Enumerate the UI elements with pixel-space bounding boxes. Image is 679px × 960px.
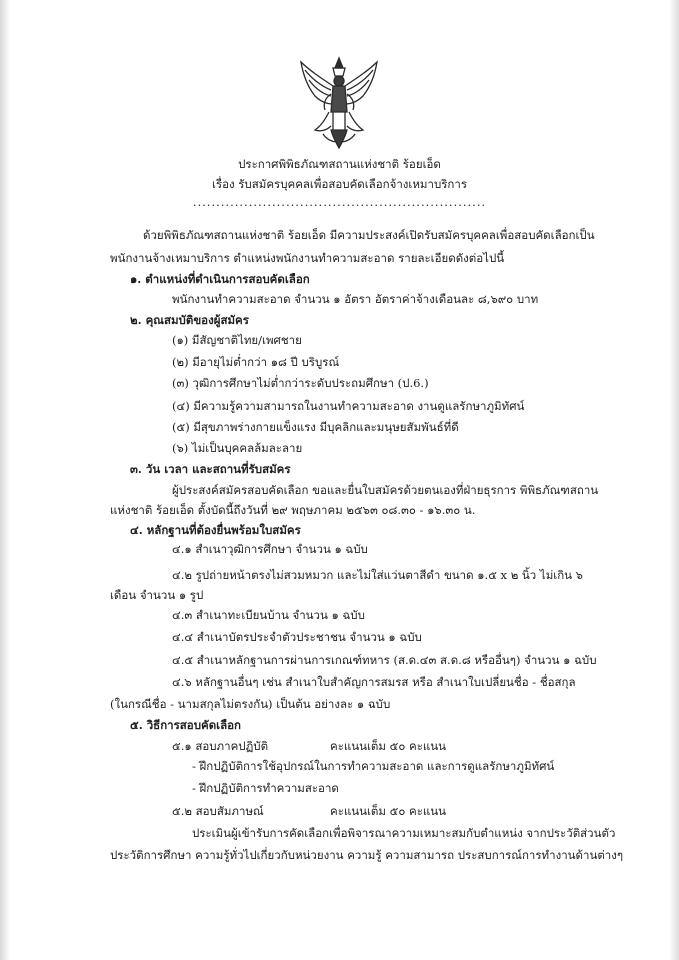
interview-line-2: ประวัติการศึกษา ความรู้ทั่วไปเกี่ยวกับหน่วยงาน ความรู้ ความสามารถ ประสบการณ์การทำงานด้านต่างๆ	[110, 848, 624, 862]
practical-exam-bullet: - ฝึกปฏิบัติการใช้อุปกรณ์ในการทำความสะอาด และการดูแลรักษาภูมิทัศน์	[192, 759, 555, 773]
section-1-heading: ๑. ตำแหน่งที่ดำเนินการสอบคัดเลือก	[130, 272, 310, 286]
announcement-subject: เรื่อง รับสมัครบุคคลเพื่อสอบคัดเลือกจ้างเหมาบริการ	[211, 177, 468, 191]
document-item-4-6: ๔.๖ หลักฐานอื่นๆ เช่น สำเนาใบสำคัญการสมรส หรือ สำเนาใบเปลี่ยนชื่อ - ชื่อสกุล	[172, 675, 576, 689]
qualification-item: (๔) มีความรู้ความสามารถในงานทำความสะอาด งานดูแลรักษาภูมิทัศน์	[172, 399, 525, 413]
section-3-line-1: ผู้ประสงค์สมัครสอบคัดเลือก ขอและยื่นใบสมัครด้วยตนเองที่ฝ่ายธุรการ พิพิธภัณฑสถาน	[172, 483, 599, 497]
interview-line-1: ประเมินผู้เข้ารับการคัดเลือกเพื่อพิจารณาความเหมาะสมกับตำแหน่ง จากประวัติส่วนตัว	[192, 826, 616, 840]
document-item-4-6-cont: (ในกรณีชื่อ - นามสกุลไม่ตรงกัน) เป็นต้น อย่างละ ๑ ฉบับ	[110, 697, 391, 711]
section-3-heading: ๓. วัน เวลา และสถานที่รับสมัคร	[130, 462, 291, 476]
document-item-4-5: ๔.๕ สำเนาหลักฐานการผ่านการเกณฑ์ทหาร (ส.ด.๔๓ ส.ด.๘ หรืออื่นๆ) จำนวน ๑ ฉบับ	[172, 653, 597, 667]
practical-exam-score: คะแนนเต็ม ๕๐ คะแนน	[330, 739, 447, 753]
title-divider: ...............................................................	[192, 195, 487, 209]
garuda-emblem-icon	[297, 56, 381, 150]
document-item-4-4: ๔.๔ สำเนาบัตรประจำตัวประชาชน จำนวน ๑ ฉบับ	[172, 630, 422, 644]
section-5-heading: ๕. วิธีการสอบคัดเลือก	[130, 718, 242, 732]
section-1-line: พนักงานทำความสะอาด จำนวน ๑ อัตรา อัตราค่าจ้างเดือนละ ๘,๖๙๐ บาท	[172, 292, 539, 306]
practical-exam-bullet: - ฝึกปฏิบัติการทำความสะอาด	[192, 781, 339, 795]
interview-score: คะแนนเต็ม ๕๐ คะแนน	[330, 804, 447, 818]
qualification-item: (๒) มีอายุไม่ต่ำกว่า ๑๘ ปี บริบูรณ์	[172, 355, 340, 369]
intro-line-1: ด้วยพิพิธภัณฑสถานแห่งชาติ ร้อยเอ็ด มีความประสงค์เปิดรับสมัครบุคคลเพื่อสอบคัดเลือกเป็น	[143, 228, 595, 242]
qualification-item: (๑) มีสัญชาติไทย/เพศชาย	[172, 333, 302, 347]
qualification-item: (๖) ไม่เป็นบุคคลล้มละลาย	[172, 441, 303, 455]
qualification-item: (๓) วุฒิการศึกษาไม่ต่ำกว่าระดับประถมศึกษา (ป.6.)	[172, 376, 429, 390]
document-item-4-2-cont: เดือน จำนวน ๑ รูป	[110, 588, 204, 602]
document-item-4-2: ๔.๒ รูปถ่ายหน้าตรงไม่สวมหมวก และไม่ใส่แว่นตาสีดำ ขนาด ๑.๕ x ๒ นิ้ว ไม่เกิน ๖	[172, 568, 583, 582]
section-2-heading: ๒. คุณสมบัติของผู้สมัคร	[130, 313, 249, 327]
section-4-heading: ๔. หลักฐานที่ต้องยื่นพร้อมใบสมัคร	[130, 523, 301, 537]
announcement-title: ประกาศพิพิธภัณฑสถานแห่งชาติ ร้อยเอ็ด	[238, 157, 441, 171]
section-3-line-2: แห่งชาติ ร้อยเอ็ด ตั้งบัดนี้ถึงวันที่ ๒๙ พฤษภาคม ๒๕๖๓ ๐๘.๓๐ - ๑๖.๓๐ น.	[110, 503, 476, 517]
qualification-item: (๕) มีสุขภาพร่างกายแข็งแรง มีบุคลิกและมนุษยสัมพันธ์ที่ดี	[172, 420, 459, 434]
practical-exam-label: ๕.๑ สอบภาคปฏิบัติ	[172, 739, 269, 753]
interview-label: ๕.๒ สอบสัมภาษณ์	[172, 804, 264, 818]
document-item-4-3: ๔.๓ สำเนาทะเบียนบ้าน จำนวน ๑ ฉบับ	[172, 608, 365, 622]
document-item-4-1: ๔.๑ สำเนาวุฒิการศึกษา จำนวน ๑ ฉบับ	[172, 542, 368, 556]
intro-line-2: พนักงานจ้างเหมาบริการ ตำแหน่งพนักงานทำความสะอาด รายละเอียดดังต่อไปนี้	[110, 251, 505, 265]
